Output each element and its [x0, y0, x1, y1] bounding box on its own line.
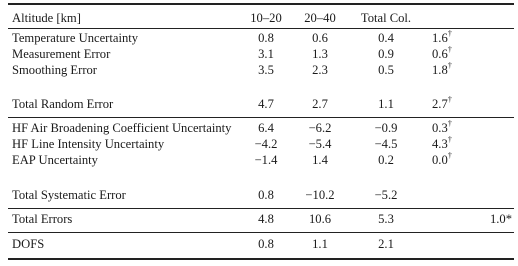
row-value: 3.5 [258, 63, 274, 77]
header-col-20-40: 20–40 [304, 11, 336, 25]
row-value: 0.5 [378, 63, 394, 77]
row-value: 0.8 [258, 237, 274, 251]
dagger-mark: † [447, 43, 452, 54]
row-value: −4.5 [374, 137, 398, 151]
dagger-mark: † [447, 149, 452, 160]
row-value-marked [432, 93, 472, 112]
section-rule [8, 232, 514, 233]
dagger-mark: † [447, 93, 452, 104]
header-col-total: Total Col. [360, 11, 412, 25]
total-systematic-label: Total Systematic Error [12, 188, 126, 202]
row-value: 1.1 [378, 97, 394, 111]
row-value: −5.4 [308, 137, 332, 151]
row-value: 1.0* [489, 212, 512, 226]
row-label: Temperature Uncertainty [12, 31, 139, 45]
row-label: HF Line Intensity Uncertainty [12, 137, 165, 151]
row-value: 1.3 [312, 47, 328, 61]
row-label: Measurement Error [12, 47, 111, 61]
row-value: 1.8 [432, 63, 448, 77]
row-value-marked [432, 43, 472, 62]
row-value-marked [432, 133, 472, 152]
header-altitude: Altitude [km] [12, 11, 81, 25]
row-value: 1.6 [432, 31, 448, 45]
dagger-mark: † [447, 117, 452, 128]
section-rule [8, 208, 514, 209]
row-value: 1.1 [312, 237, 328, 251]
total-errors-label: Total Errors [12, 212, 73, 226]
row-label: HF Air Broadening Coefficient Uncertainty [12, 121, 232, 135]
row-value: 5.3 [378, 212, 394, 226]
row-value: 0.4 [378, 31, 394, 45]
dagger-mark: † [447, 133, 452, 144]
row-value: 0.6 [432, 47, 448, 61]
row-value: 0.6 [312, 31, 328, 45]
row-value: −10.2 [305, 188, 335, 202]
bottom-rule [8, 258, 514, 260]
row-value-marked [432, 149, 472, 168]
row-value: 10.6 [308, 212, 332, 226]
header-col-10-20: 10–20 [250, 11, 282, 25]
row-value: 4.8 [258, 212, 274, 226]
row-value: 0.3 [432, 121, 448, 135]
top-rule [8, 3, 514, 5]
section-rule [8, 117, 514, 118]
dagger-mark: † [447, 27, 452, 38]
row-value: 2.3 [312, 63, 328, 77]
row-value: 2.7 [312, 97, 328, 111]
total-random-label: Total Random Error [12, 97, 114, 111]
header-rule [8, 28, 514, 29]
row-value: 4.7 [258, 97, 274, 111]
row-value: 6.4 [258, 121, 274, 135]
row-value: 0.9 [378, 47, 394, 61]
row-value: 4.3 [432, 137, 448, 151]
row-value: 0.0 [432, 153, 448, 167]
row-value: −4.2 [254, 137, 278, 151]
row-value: −0.9 [374, 121, 398, 135]
row-value: 1.4 [312, 153, 328, 167]
row-value: 2.7 [432, 97, 448, 111]
row-value: −6.2 [308, 121, 332, 135]
row-value-marked [432, 117, 472, 136]
row-value: 0.2 [378, 153, 394, 167]
row-value-marked [432, 59, 472, 78]
row-value: −1.4 [254, 153, 278, 167]
row-value-marked [432, 27, 472, 46]
row-value: −5.2 [374, 188, 398, 202]
row-value: 2.1 [378, 237, 394, 251]
row-label: EAP Uncertainty [12, 153, 98, 167]
row-value: 3.1 [258, 47, 274, 61]
row-label: Smoothing Error [12, 63, 98, 77]
row-value: 0.8 [258, 188, 274, 202]
dofs-label: DOFS [12, 237, 45, 251]
row-value: 0.8 [258, 31, 274, 45]
dagger-mark: † [447, 59, 452, 70]
